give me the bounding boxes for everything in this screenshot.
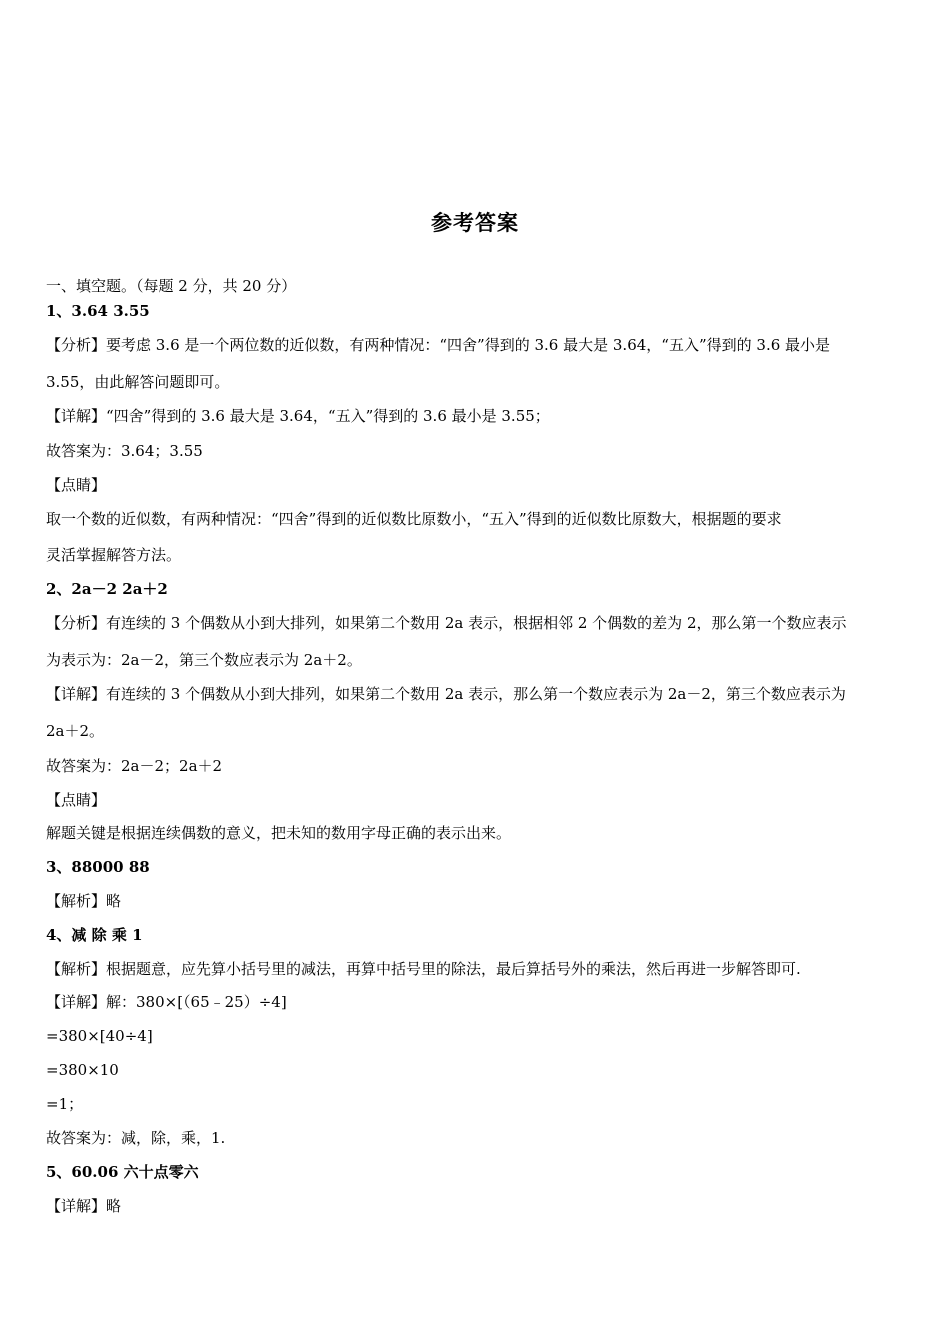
detail-1: 【详解】“四舍”得到的 3.6 最大是 3.64，“五入”得到的 3.6 最小是 3.55； <box>46 407 550 425</box>
page-title: 参考答案 <box>431 211 519 235</box>
conclusion-1: 故答案为：3.64；3.55 <box>46 442 203 460</box>
key-point-heading-2: 【点睛】 <box>46 791 107 809</box>
analysis-1-cont: 3.55，由此解答问题即可。 <box>46 373 230 391</box>
analysis-3: 【解析】略 <box>46 892 122 910</box>
conclusion-4: 故答案为：减，除，乘，1. <box>46 1129 226 1147</box>
answer-1: 1、3.64 3.55 <box>46 302 150 320</box>
key-point-1-cont: 灵活掌握解答方法。 <box>46 546 182 564</box>
detail-2: 【详解】有连续的 3 个偶数从小到大排列，如果第二个数用 2a 表示，那么第一个数应表示为 2a－2，第三个数应表示为 <box>46 685 846 703</box>
section-heading: 一、填空题。（每题 2 分，共 20 分） <box>46 277 297 295</box>
answer-5: 5、60.06 六十点零六 <box>46 1163 199 1181</box>
conclusion-2: 故答案为：2a－2；2a＋2 <box>46 757 223 775</box>
step-4-3: =1； <box>46 1095 84 1113</box>
answer-4: 4、减 除 乘 1 <box>46 926 143 944</box>
analysis-4: 【解析】根据题意，应先算小括号里的减法，再算中括号里的除法，最后算括号外的乘法，然后再进一步解答即可. <box>46 960 801 978</box>
answer-3: 3、88000 88 <box>46 858 150 876</box>
step-4-2: =380×10 <box>46 1061 119 1079</box>
answer-2: 2、2a－2 2a＋2 <box>46 580 168 598</box>
analysis-2-cont: 为表示为：2a－2，第三个数应表示为 2a＋2。 <box>46 651 362 669</box>
analysis-1: 【分析】要考虑 3.6 是一个两位数的近似数，有两种情况：“四舍”得到的 3.6 最大是 3.64，“五入”得到的 3.6 最小是 <box>46 336 831 354</box>
step-4-1: =380×[40÷4] <box>46 1027 153 1045</box>
key-point-heading-1: 【点睛】 <box>46 476 107 494</box>
detail-2-cont: 2a＋2。 <box>46 722 105 740</box>
key-point-2: 解题关键是根据连续偶数的意义，把未知的数用字母正确的表示出来。 <box>46 824 512 842</box>
detail-4: 【详解】解：380×[（65﹣25）÷4] <box>46 993 287 1011</box>
detail-5: 【详解】略 <box>46 1197 122 1215</box>
analysis-2: 【分析】有连续的 3 个偶数从小到大排列，如果第二个数用 2a 表示，根据相邻 2 个偶数的差为 2，那么第一个数应表示 <box>46 614 847 632</box>
key-point-1: 取一个数的近似数，有两种情况：“四舍”得到的近似数比原数小，“五入”得到的近似数比原数大，根据题的要求 <box>46 510 782 528</box>
